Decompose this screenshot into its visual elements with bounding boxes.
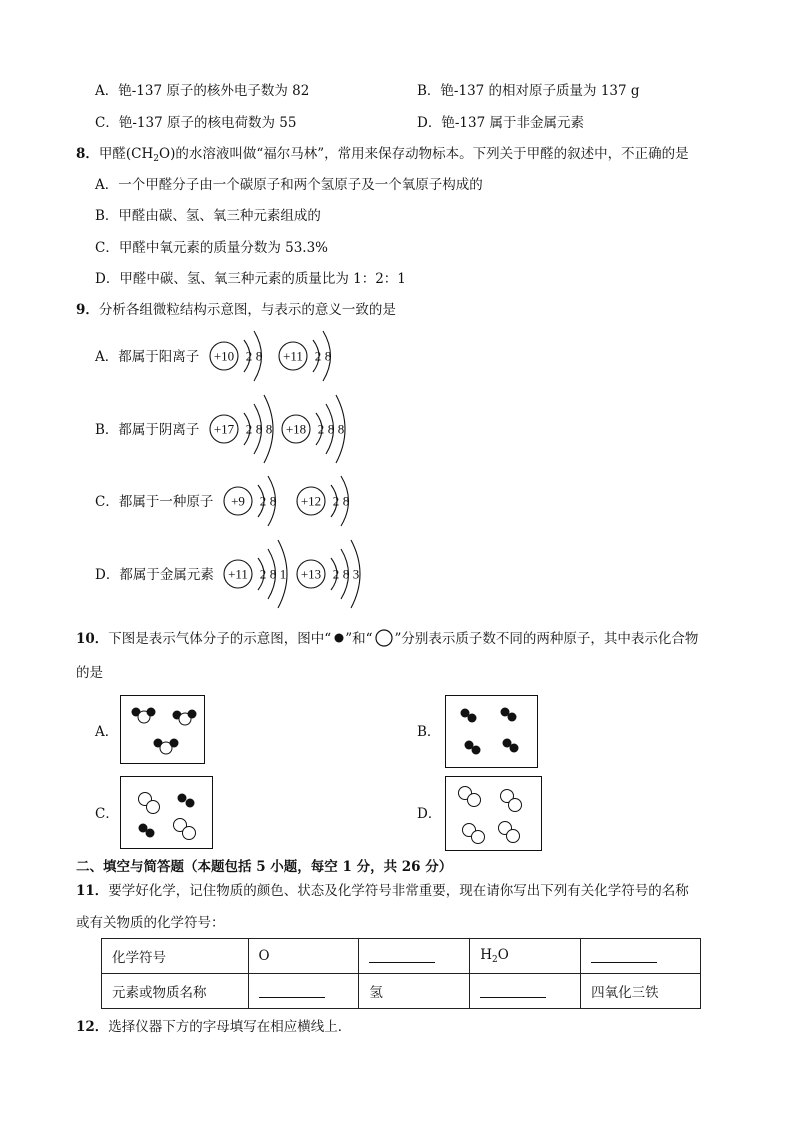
q11-stem-line2: 或有关物质的化学符号：	[76, 915, 225, 931]
atom-diagram	[297, 540, 360, 608]
q10-number: 10．	[76, 631, 109, 647]
answer-blank[interactable]	[480, 983, 546, 998]
shell-electron-count: 2	[245, 348, 253, 364]
formula-o: O	[497, 947, 509, 963]
formula-subscript: 2	[492, 955, 498, 965]
shell-electron-count: 2	[332, 493, 340, 509]
q8-number: 8．	[76, 146, 99, 162]
answer-blank[interactable]	[369, 948, 435, 963]
shell-electron-count: 8	[255, 421, 263, 437]
shell-electron-count: 2	[245, 421, 253, 437]
q10-stem-text-1: 下图是表示气体分子的示意图，图中“	[108, 631, 332, 647]
shell-electron-count: 2	[259, 566, 267, 582]
q11-stem-text: 要学好化学，记住物质的颜色、状态及化学符号非常重要，现在请你写出下列有关化学符号的名称	[108, 883, 689, 899]
atom-diagram	[224, 476, 276, 526]
shell-electron-count: 8	[255, 348, 263, 364]
q8-option-b: B．甲醛由碳、氢、氧三种元素组成的	[95, 208, 321, 224]
q10-stem-text-2: ”和“	[345, 631, 373, 647]
q7-option-d: D．铯-137 属于非金属元素	[417, 115, 584, 131]
table-row	[102, 939, 701, 974]
q12-stem	[76, 1018, 351, 1036]
shell-electron-count: 8	[337, 421, 345, 437]
q10-option-c-label: C．	[95, 806, 119, 822]
q8-subscript: 2	[153, 154, 160, 164]
q8-option-d: D．甲醛中碳、氢、氧三种元素的质量比为 1：2：1	[95, 271, 406, 287]
shell-electron-count: 2	[332, 566, 340, 582]
q10-option-b-label: B．	[417, 724, 441, 740]
q9-stem	[76, 301, 396, 319]
atom-diagram	[279, 331, 331, 381]
filled-atom	[147, 708, 156, 717]
q8-stem-text-rest: O)的水溶液叫做“福尔马林”，常用来保存动物标本。下列关于甲醛的叙述中，不正确的是	[159, 146, 689, 162]
molecule-box-b	[445, 695, 539, 769]
q9-option-c-label: C．都属于一种原子	[95, 494, 214, 510]
q8-option-a: A．一个甲醛分子由一个碳原子和两个氢原子及一个氧原子构成的	[95, 177, 483, 193]
nucleus-charge: +13	[300, 566, 322, 582]
q10-stem-line2: 的是	[76, 665, 103, 681]
molecule-box-d	[445, 776, 543, 852]
cell-name-1[interactable]	[248, 974, 359, 1009]
filled-atom	[188, 710, 197, 719]
q8-option-c: C．甲醛中氧元素的质量分数为 53.3%	[95, 240, 329, 256]
shell-electron-count: 3	[352, 566, 360, 582]
shell-electron-count: 8	[269, 493, 277, 509]
cell-symbol-2[interactable]	[359, 939, 470, 974]
shell-electron-count: 2	[314, 348, 322, 364]
q11-number: 11．	[76, 883, 109, 899]
cell-name-3[interactable]	[470, 974, 581, 1009]
molecule-box-a	[120, 695, 206, 765]
table-row	[102, 974, 701, 1009]
filled-atom-icon	[331, 632, 345, 644]
hollow-atom-icon	[373, 629, 395, 647]
shell-electron-count: 2	[259, 493, 267, 509]
q10-option-a-label: A．	[95, 724, 119, 740]
section-2-heading: 二、填空与简答题（本题包括 5 小题，每空 1 分，共 26 分）	[76, 859, 453, 875]
shell-electron-count: 8	[265, 421, 273, 437]
shell-electron-count: 1	[279, 566, 287, 582]
cell-name-2: 氢	[359, 974, 470, 1009]
shell-electron-count: 2	[317, 421, 325, 437]
q10-stem-line1	[76, 629, 698, 648]
atom-structure-diagrams	[0, 320, 794, 610]
molecule-box-c	[120, 776, 214, 850]
shell-electron-count: 8	[327, 421, 335, 437]
q7-option-b: B．铯-137 的相对原子质量为 137 g	[417, 83, 640, 99]
row-header-name: 元素或物质名称	[102, 974, 249, 1009]
cell-symbol-4[interactable]	[581, 939, 701, 974]
q8-stem-text: 甲醛(CH	[98, 146, 154, 162]
atom-diagram	[282, 395, 345, 463]
nucleus-charge: +17	[213, 421, 235, 437]
filled-atom	[170, 739, 179, 748]
q9-number: 9．	[76, 302, 99, 318]
chemical-symbol-table	[101, 938, 701, 1009]
q11-stem-line1	[76, 882, 689, 900]
atom-diagram	[224, 540, 287, 608]
q8-stem	[76, 145, 689, 168]
shell-electron-count: 8	[269, 566, 277, 582]
nucleus-charge: +11	[228, 566, 248, 582]
q12-stem-text: 选择仪器下方的字母填写在相应横线上．	[108, 1019, 352, 1035]
q10-stem-text-3: ”分别表示质子数不同的两种原子，其中表示化合物	[394, 631, 699, 647]
cell-symbol-1: O	[248, 939, 359, 974]
q10-option-d-label: D．	[417, 806, 442, 822]
q7-option-c: C．铯-137 原子的核电荷数为 55	[95, 115, 297, 131]
shell-electron-count: 8	[324, 348, 332, 364]
atom-diagram	[297, 476, 349, 526]
shell-electron-count: 8	[342, 566, 350, 582]
row-header-symbol: 化学符号	[102, 939, 249, 974]
q7-option-a: A．铯-137 原子的核外电子数为 82	[95, 83, 310, 99]
cell-name-4: 四氧化三铁	[581, 974, 701, 1009]
atom-diagram	[210, 395, 273, 463]
q9-option-a-label: A．都属于阳离子	[95, 349, 200, 365]
answer-blank[interactable]	[591, 948, 657, 963]
answer-blank[interactable]	[259, 983, 325, 998]
shell-electron-count: 8	[342, 493, 350, 509]
nucleus-charge: +10	[213, 348, 235, 364]
nucleus-charge: +12	[300, 493, 322, 509]
atom-diagram	[210, 331, 262, 381]
nucleus-charge: +11	[283, 348, 303, 364]
q9-stem-text: 分析各组微粒结构示意图，与表示的意义一致的是	[98, 302, 396, 318]
nucleus-charge: +18	[285, 421, 307, 437]
cell-symbol-3	[470, 939, 581, 974]
formula-h: H	[480, 947, 493, 963]
q9-option-b-label: B．都属于阴离子	[95, 422, 200, 438]
nucleus-charge: +9	[231, 493, 245, 509]
q9-option-d-label: D．都属于金属元素	[95, 567, 214, 583]
q12-number: 12．	[76, 1019, 109, 1035]
